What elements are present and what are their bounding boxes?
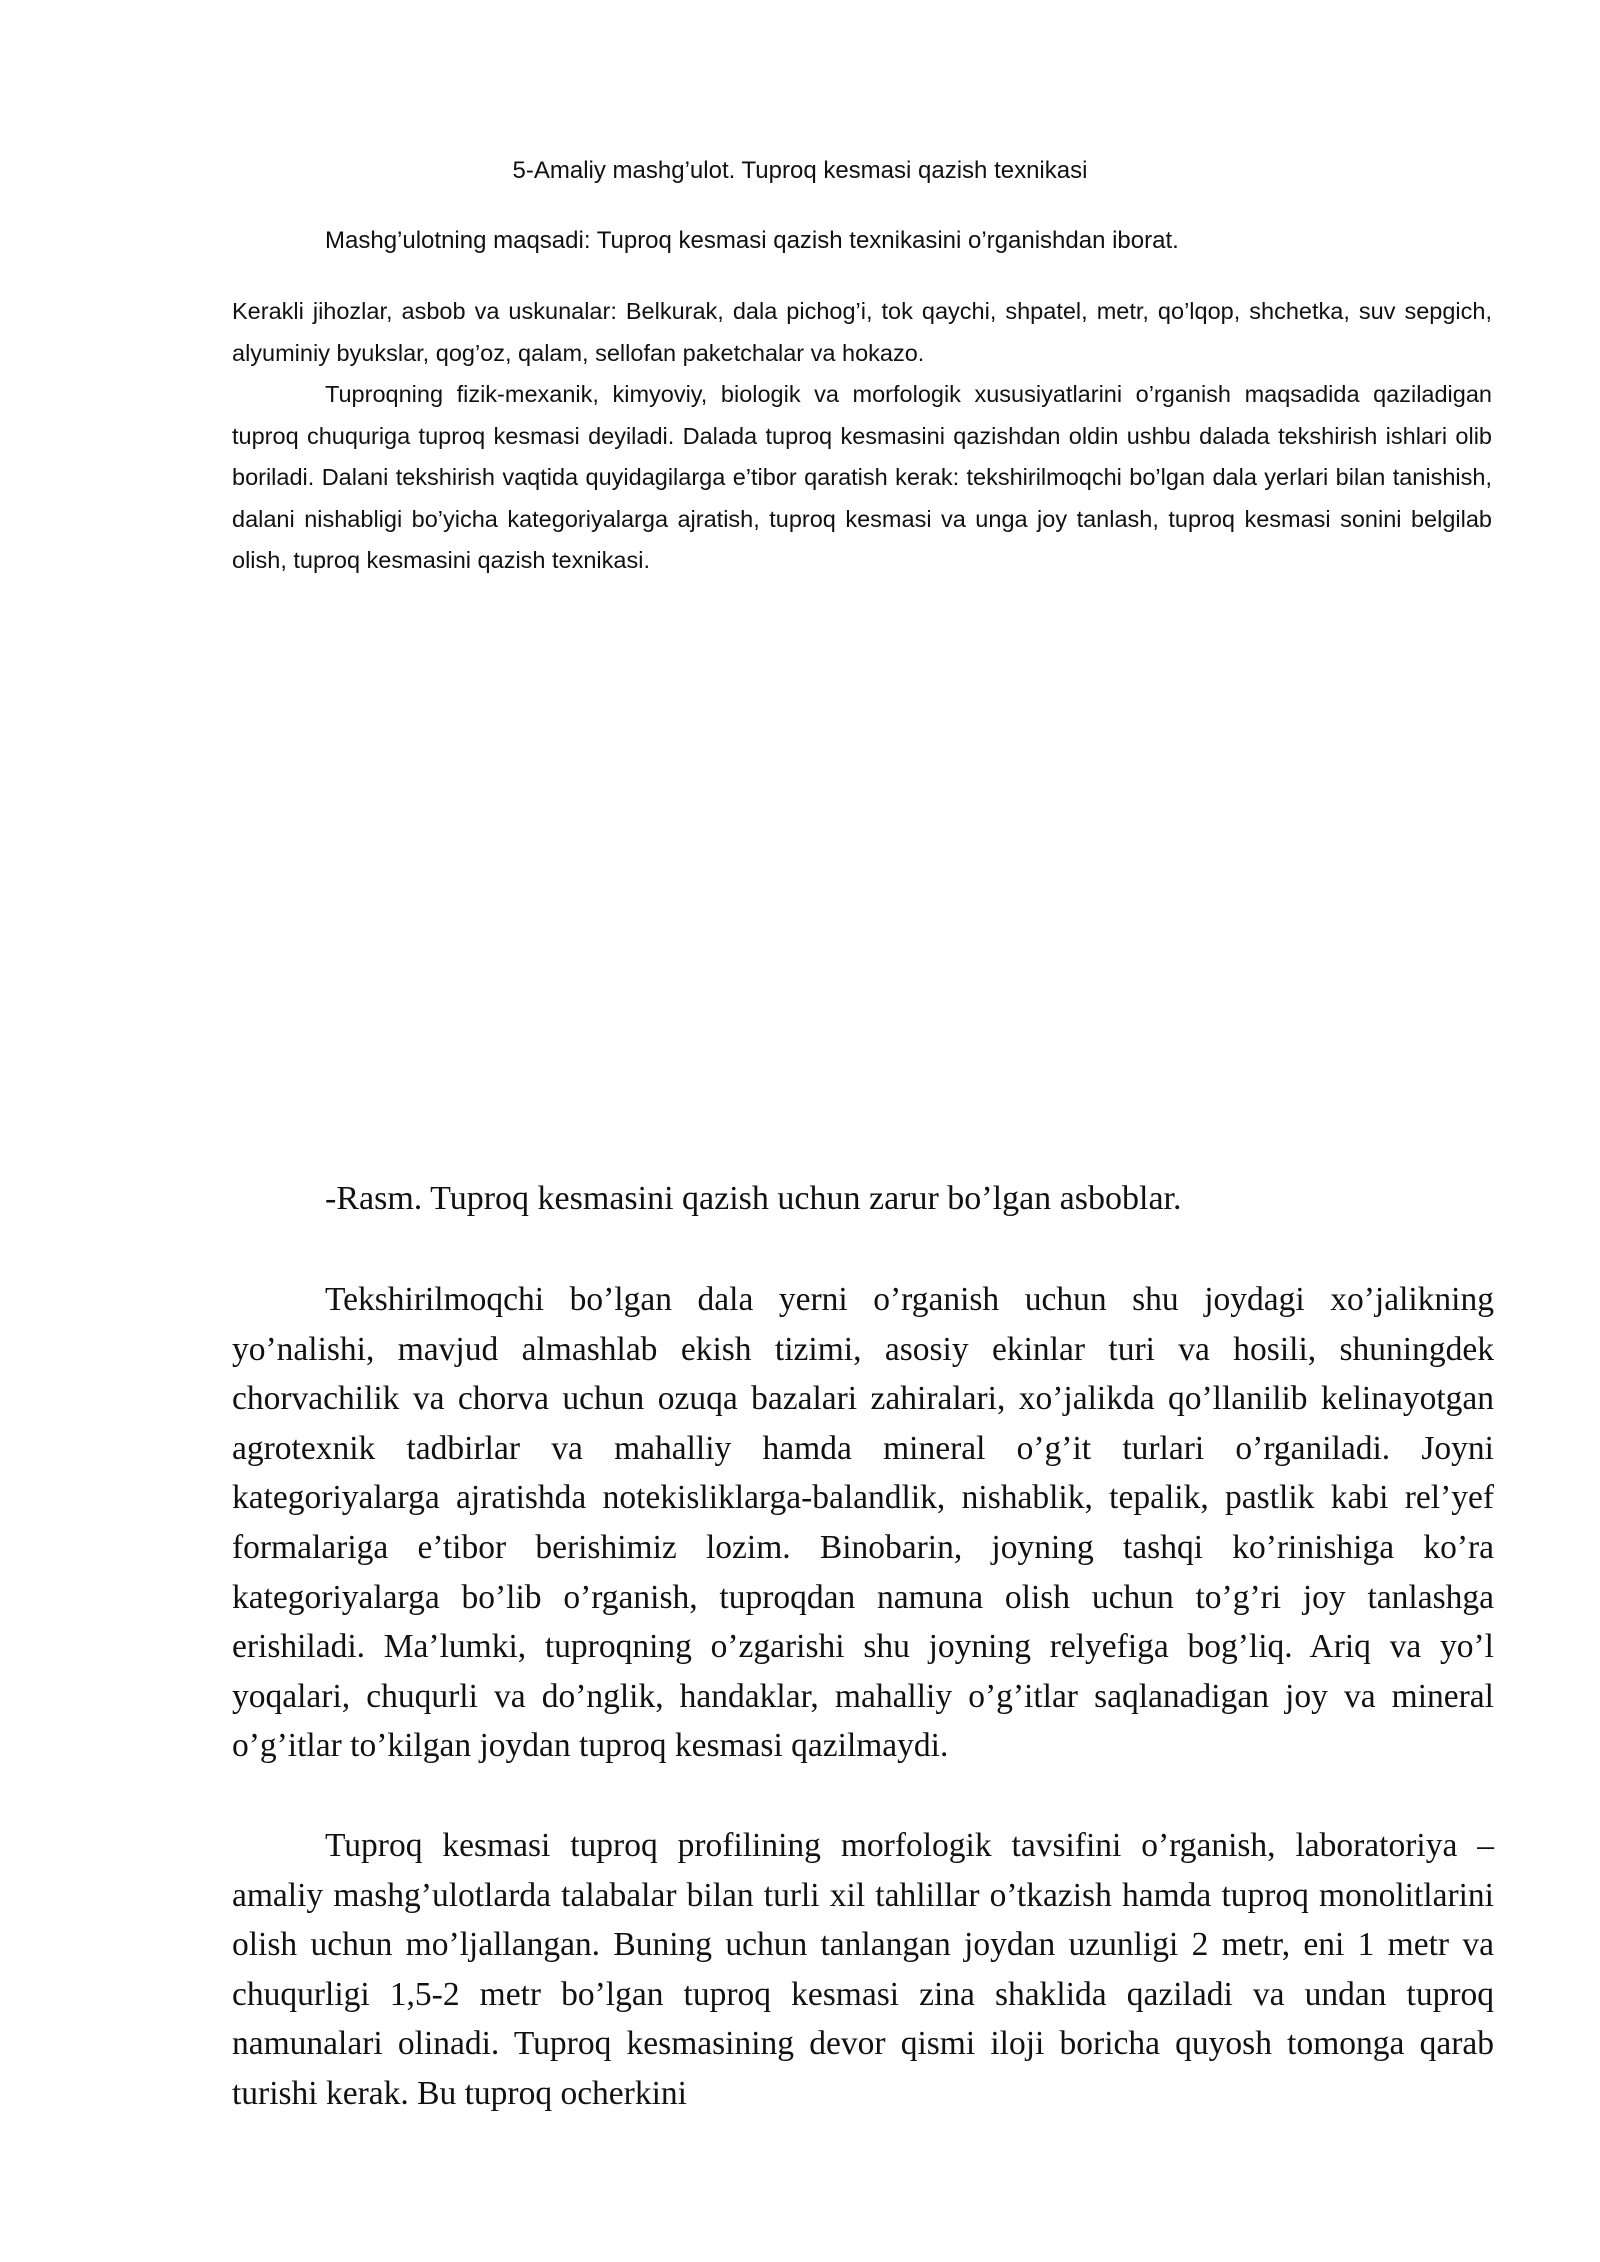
document-title: 5-Amaliy mashg’ulot. Tuproq kesmasi qazish texnikasi xyxy=(512,157,1088,184)
lesson-goal: Mashg’ulotning maqsadi: Tuproq kesmasi qazish texnikasini o’rganishdan iborat. xyxy=(325,227,1179,254)
figure-caption: -Rasm. Tuproq kesmasini qazish uchun zarur bo’lgan asboblar. xyxy=(325,1180,1182,1217)
body-paragraph-1: Tekshirilmoqchi bo’lgan dala yerni o’rganish uchun shu joydagi xo’jalikning yo’nalishi, mavjud almashlab ekish tizimi, asosiy ekinlar turi va hosili, shuningdek chorvachilik va chorva uchun ozuqa bazalari zahiralari, xo’jalikda qo’llanilib kelinayotgan agrotexnik tadbirlar va mahalliy hamda mineral o’g’it turlari o’rganiladi. Joyni kategoriyalarga ajratishda notekisliklarga-balandlik, nishablik, tepalik, pastlik kabi rel’yef formalariga e’tibor berishimiz lozim. Binobarin, joyning tashqi ko’rinishiga ko’ra kategoriyalarga bo’lib o’rganish, tuproqdan namuna olish uchun to’g’ri joy tanlashga erishiladi. Ma’lumki, tuproqning o’zgarishi shu joyning relyefiga bog’liq. Ariq va yo’l yoqalari, chuqurli va do’nglik, handaklar, mahalliy o’g’itlar saqlanadigan joy va mineral o’g’itlar to’kilgan joydan tuproq kesmasi qazilmaydi. xyxy=(232,1281,1494,1765)
body-paragraph-2: Tuproq kesmasi tuproq profilining morfologik tavsifini o’rganish, laboratoriya – amaliy mashg’ulotlarda talabalar bilan turli xil tahlillar o’tkazish hamda tuproq monolitlarini olish uchun mo’ljallangan. Buning uchun tanlangan joydan uzunligi 2 metr, eni 1 metr va chuqurligi 1,5-2 metr bo’lgan tuproq kesmasi zina shaklida qaziladi va undan tuproq namunalari olinadi. Tuproq kesmasining devor qismi iloji boricha quyosh tomonga qarab turishi kerak. Bu tuproq ocherkini xyxy=(232,1827,1494,2112)
equipment-list: Kerakli jihozlar, asbob va uskunalar: Belkurak, dala pichog’i, tok qaychi, shpatel, metr, qo’lqop, shchetka, suv sepgich, alyuminiy byukslar, qog’oz, qalam, sellofan paketchalar va hokazo. xyxy=(232,298,1492,366)
intro-paragraph: Tuproqning fizik-mexanik, kimyoviy, biologik va morfologik xususiyatlarini o’rganish maqsadida qaziladigan tuproq chuquriga tuproq kesmasi deyiladi. Dalada tuproq kesmasini qazishdan oldin ushbu dalada tekshirish ishlari olib boriladi. Dalani tekshirish vaqtida quyidagilarga e’tibor qaratish kerak: tekshirilmoqchi bo’lgan dala yerlari bilan tanishish, dalani nishabligi bo’yicha kategoriyalarga ajratish, tuproq kesmasi va unga joy tanlash, tuproq kesmasi sonini belgilab olish, tuproq kesmasini qazish texnikasi. xyxy=(232,381,1492,573)
